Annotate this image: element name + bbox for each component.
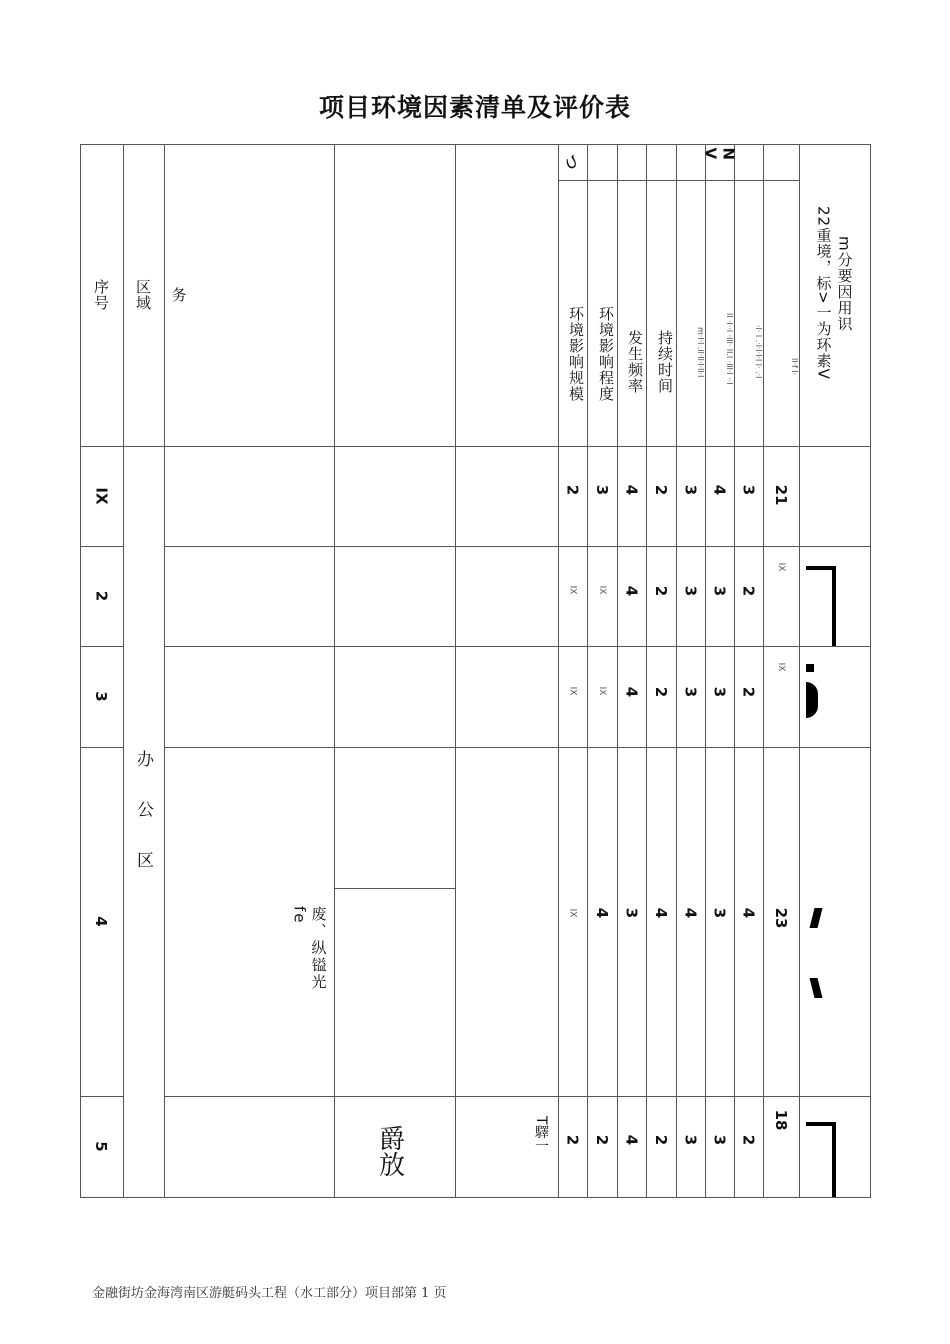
row-1-scale: 2 — [563, 484, 582, 496]
row-1-total: 21 — [772, 484, 790, 506]
significance-mark-row-3-arc — [806, 682, 818, 718]
header-duration: 持续时间 — [656, 330, 674, 394]
row-5-c7: 2 — [739, 1134, 758, 1146]
row-5-seq: 5 — [92, 1141, 111, 1152]
row-3-frequency: 4 — [622, 686, 641, 698]
significance-mark-row-3-dot — [806, 664, 814, 672]
row-5-scale: 2 — [563, 1134, 582, 1146]
row-4-c7: 4 — [739, 907, 758, 919]
area-cell: 办 公 区 — [133, 750, 153, 882]
row-2-scale: IX — [567, 585, 578, 595]
row-3-duration: 2 — [652, 686, 670, 698]
row-4-c5: 4 — [681, 907, 700, 919]
row-2-degree: IX — [597, 585, 607, 595]
row-2-c5: 3 — [681, 585, 700, 597]
row-3-degree: IX — [597, 686, 607, 696]
row-5-c5: 3 — [681, 1134, 700, 1146]
significance-mark-row-4-a — [810, 908, 823, 928]
row-5-duration: 2 — [652, 1134, 670, 1146]
row-2-c7: 2 — [739, 585, 758, 597]
header-garbled-4: ll·f l· — [790, 358, 799, 376]
significance-line-2: m分要因用识 — [835, 236, 854, 332]
header-garbled-3: ·l· l .·l·l·l·l l· .·l — [754, 325, 763, 379]
header-frequency: 发生频率 — [626, 330, 644, 394]
row-4-degree: 4 — [593, 907, 611, 919]
header-area: 区域 — [134, 279, 152, 311]
row-3-c5: 3 — [681, 686, 700, 698]
row-2-duration: 2 — [652, 585, 670, 597]
row-5-frequency: 4 — [622, 1134, 641, 1146]
row-5-total: 18 — [772, 1109, 790, 1131]
significance-line-1: 22重境，标>一为环素V — [814, 206, 833, 380]
row-2-frequency: 4 — [622, 585, 641, 597]
row-3-c7: 2 — [739, 686, 758, 698]
row-5-c6: 3 — [710, 1134, 729, 1146]
row-5-degree: 2 — [593, 1134, 611, 1146]
row-1-c7: 3 — [739, 484, 758, 496]
row-5-text-a: 爵放 — [374, 1125, 405, 1177]
row-3-total: IX — [776, 662, 786, 672]
header-degree: 环境影响程度 — [597, 306, 615, 402]
row-4-c6: 3 — [710, 907, 729, 919]
row-2-seq: 2 — [92, 590, 111, 602]
significance-mark-row-4-b — [810, 978, 823, 998]
row-1-duration: 2 — [652, 484, 670, 496]
header-garbled-1: m·l·l .ll·ll·l·ll·l — [696, 326, 705, 378]
header-top-mark-1: つ — [563, 154, 581, 170]
significance-mark-row-2-stem — [832, 566, 836, 646]
header-significance — [799, 144, 870, 446]
row-4-scale: IX — [567, 908, 578, 918]
header-task: 务 — [169, 287, 188, 303]
row-5-text-b: T驛一 — [533, 1115, 549, 1153]
header-seq: 序号 — [92, 279, 110, 311]
row-4-total: 23 — [772, 907, 790, 929]
row-4-factor: 废、纵镒光 fe — [290, 906, 328, 991]
row-3-c6: 3 — [710, 686, 729, 698]
row-4-frequency: 3 — [622, 907, 641, 919]
row-1-frequency: 4 — [622, 484, 641, 496]
row-3-scale: IX — [567, 686, 578, 696]
row-3-seq: 3 — [92, 691, 111, 702]
header-top-mark-2: N V — [701, 147, 738, 161]
row-1-seq: IX — [92, 487, 111, 505]
row-1-c6: 4 — [710, 484, 729, 496]
row-2-c6: 3 — [710, 585, 729, 597]
row-4-duration: 4 — [652, 907, 670, 919]
significance-mark-row-5-stem — [832, 1122, 836, 1197]
header-scale: 环境影响规模 — [567, 306, 585, 402]
row-1-c5: 3 — [681, 484, 700, 496]
row-2-total: IX — [776, 562, 786, 572]
page-title: 项目环境因素清单及评价表 — [318, 93, 631, 122]
header-garbled-2: ll ·l··l ·lll· ll.l ·lll·l ··l — [725, 313, 734, 385]
row-1-degree: 3 — [593, 484, 611, 496]
page-footer: 金融街坊金海湾南区游艇码头工程（水工部分）项目部第 1 页 — [92, 1286, 447, 1301]
row-4-seq: 4 — [92, 916, 111, 927]
